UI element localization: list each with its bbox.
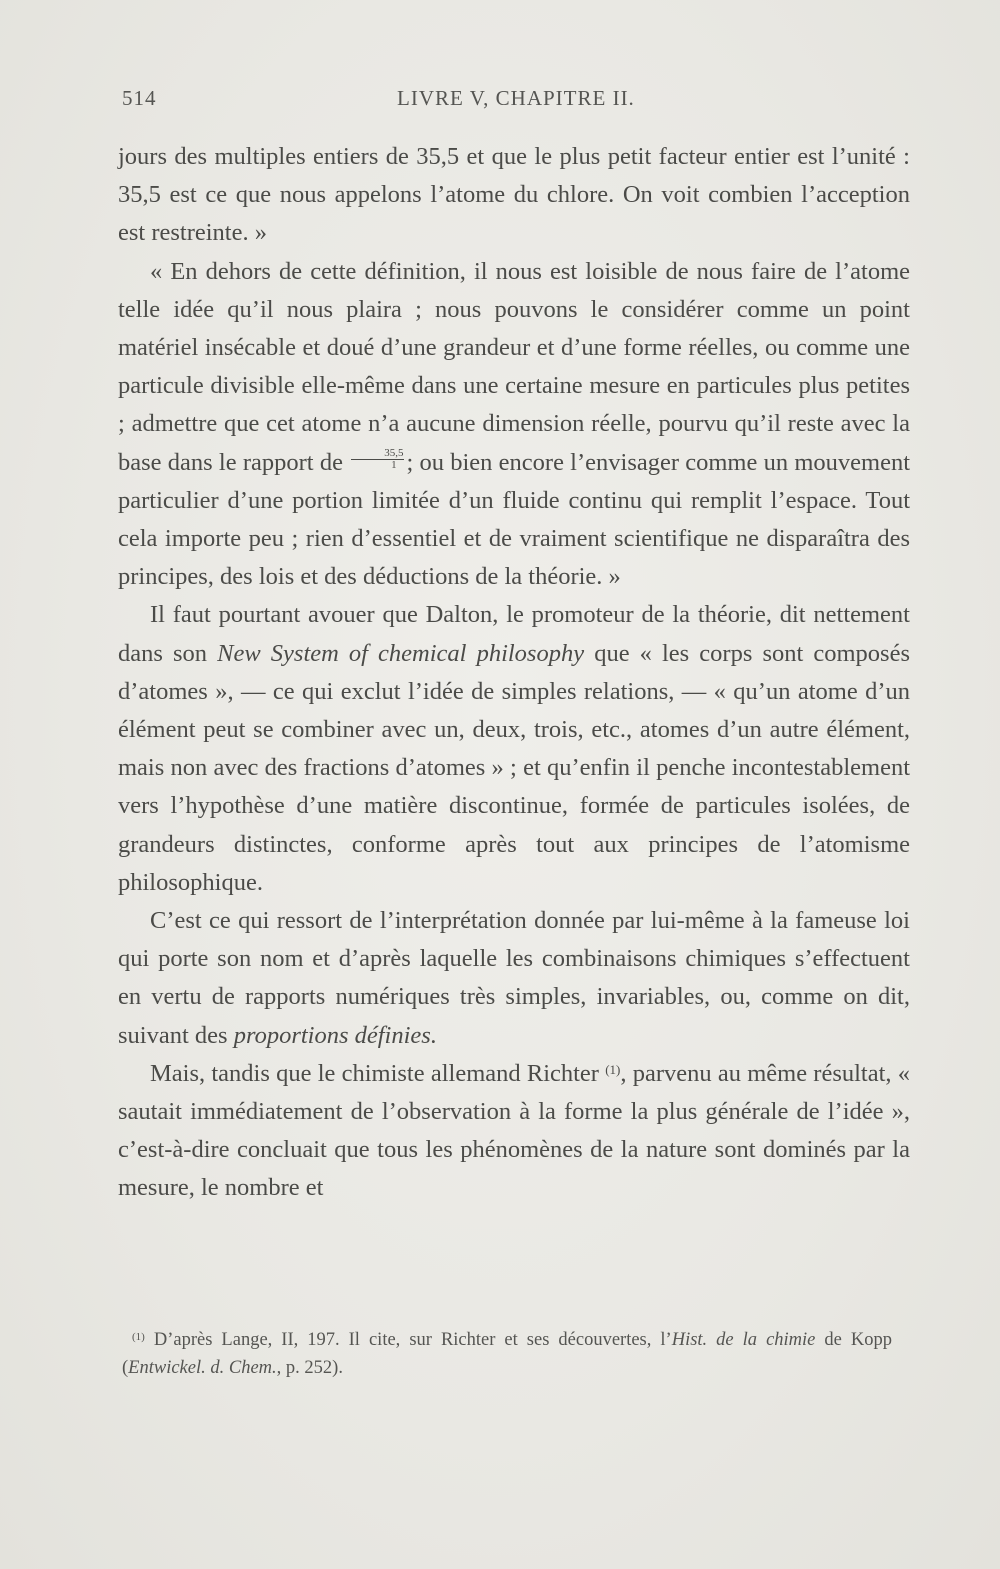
footnote-title-hist-chimie: Hist. de la chimie — [671, 1330, 816, 1350]
paragraph-4-text-a: C’est ce qui ressort de l’interprétation donnée par lui-même à la fameuse loi qui porte son nom et d’après laquelle les combinaisons chimiques s’effectuent en vertu de rapports numériques très simples, invariables, ou, comme on dit, suivant des — [118, 907, 910, 1049]
paragraph-2-text-b: ; ou bien encore l’envisager comme un mouvement particulier d’une portion limitée d’un fluide continu qui remplit l’espace. Tout cela importe peu ; rien d’essentiel et de vraiment scientifique ne disparaîtra des principes, des lois et des déductions de la théorie. » — [118, 448, 911, 591]
footnote-reference[interactable]: (1) — [605, 1061, 621, 1077]
fraction-numerator: 35,5 — [351, 448, 404, 460]
book-title-new-system: New System of chemical philosophy — [217, 639, 585, 667]
paragraph-3-text-b: que « les corps sont composés d’atomes », — ce qui exclut l’idée de simples relations, — « qu’un atome d’un élément peut se combiner avec un, deux, trois, etc., atomes d’un autre élément, mais non avec des fractions d’atomes » ; et qu’enfin il penche incontestablement vers l’hypothèse d’une matière discontinue, formée de particules isolées, de grandeurs distinctes, conforme après tout aux principes de l’atomisme philosophique. — [118, 639, 911, 896]
paragraph-1 — [118, 138, 910, 253]
footnote-text-c: , p. 252). — [276, 1358, 343, 1378]
paragraph-1-text: jours des multiples entiers de 35,5 et que le plus petit facteur entier est l’unité : 35,5 est ce que nous appelons l’atome du chlore. On voit combien l’acception est restreinte. » — [118, 143, 910, 247]
term-proportions-definies: proportions définies. — [233, 1021, 437, 1049]
paragraph-5-text-a: Mais, tandis que le chimiste allemand Richter — [150, 1059, 599, 1087]
footnote-text-b: de Kopp ( — [122, 1330, 893, 1378]
paragraph-3-text-a: Il faut pourtant avouer que Dalton, le promoteur de la théorie, dit nettement dans son — [118, 601, 910, 667]
body-text — [118, 138, 910, 1208]
running-head: LIVRE V, CHAPITRE II. — [397, 86, 635, 110]
footnotes — [122, 1326, 892, 1382]
paragraph-5-text-b: , parvenu au même résultat, « sautait immédiatement de l’observation à la forme la plus générale de l’idée », c’est-à-dire concluait que tous les phénomènes de la nature sont dominés par la mesure, le nombre et — [118, 1059, 911, 1202]
paragraph-2-text-a: « En dehors de cette définition, il nous est loisible de nous faire de l’atome telle idée qu’il nous plaira ; nous pouvons le considérer comme un point matériel insécable et doué d’une grandeur et d’une forme réelles, ou comme une particule divisible elle-même dans une certaine mesure en particules plus petites ; admettre que cet atome n’a aucune dimension réelle, pourvu qu’il reste avec la base dans le rapport de — [118, 257, 910, 476]
paragraph-4 — [118, 902, 910, 1055]
page-header — [122, 86, 910, 120]
fraction — [351, 448, 404, 471]
footnote-text-a: D’après Lange, II, 197. Il cite, sur Richter et ses découvertes, l’ — [153, 1330, 672, 1350]
paragraph-5 — [118, 1055, 910, 1208]
paragraph-2 — [118, 253, 910, 597]
page-number: 514 — [122, 86, 157, 110]
footnote-title-entwickel: Entwickel. d. Chem. — [128, 1358, 277, 1378]
paragraph-3 — [118, 596, 910, 902]
fraction-denominator: 1 — [391, 458, 397, 471]
footnote-marker: (1) — [132, 1331, 145, 1343]
footnote-1 — [122, 1326, 892, 1382]
